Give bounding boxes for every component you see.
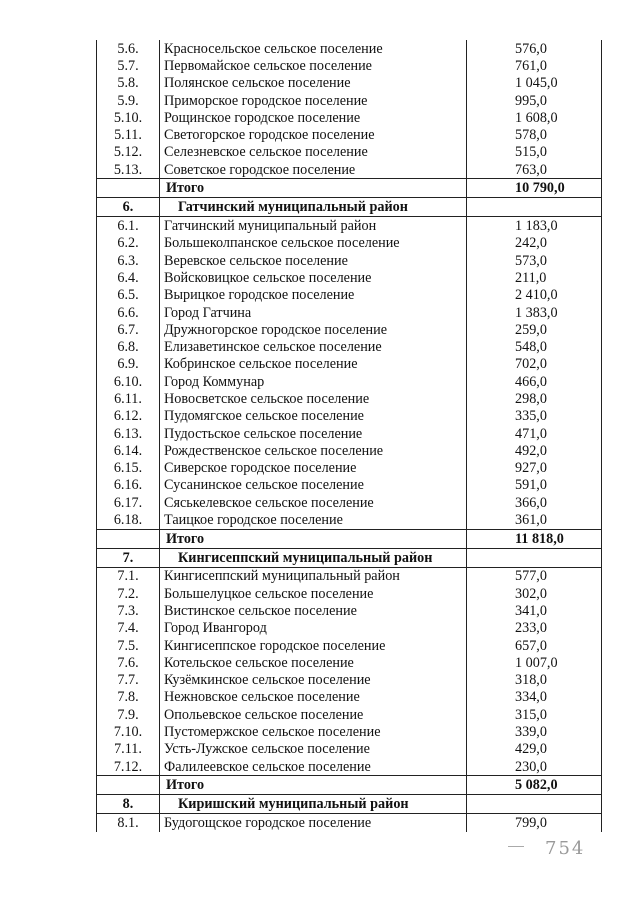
value-cell: 2 410,0 [467,287,602,304]
table-row [97,235,602,252]
value-cell: 5 082,0 [467,776,602,795]
value-cell: 429,0 [467,741,602,758]
row-number: 5.12. [97,144,160,161]
settlement-name: Светогорское городское поселение [160,126,467,143]
row-number: 5.13. [97,161,160,179]
table-row [97,620,602,637]
row-number: 6.1. [97,217,160,235]
table-row [97,814,602,832]
table-row [97,585,602,602]
settlement-name: Итого [160,529,467,548]
value-cell: 339,0 [467,723,602,740]
value-cell: 1 007,0 [467,654,602,671]
table-row [97,511,602,529]
settlement-name: Новосветское сельское поселение [160,390,467,407]
settlement-name: Котельское сельское поселение [160,654,467,671]
row-number: 6.18. [97,511,160,529]
table-row [97,689,602,706]
row-number: 6.17. [97,494,160,511]
table-row [97,442,602,459]
row-number: 5.8. [97,75,160,92]
value-cell: 11 818,0 [467,529,602,548]
settlement-name: Сиверское городское поселение [160,460,467,477]
row-number [97,179,160,198]
row-number: 6. [97,198,160,217]
table-row [97,269,602,286]
value-cell: 298,0 [467,390,602,407]
total-row [97,776,602,795]
row-number: 6.7. [97,321,160,338]
row-number: 7.1. [97,567,160,585]
value-cell: 10 790,0 [467,179,602,198]
table-row [97,338,602,355]
total-row [97,179,602,198]
value-cell: 366,0 [467,494,602,511]
row-number: 6.8. [97,338,160,355]
settlement-name: Усть-Лужское сельское поселение [160,741,467,758]
district-heading-row [97,198,602,217]
settlement-name: Итого [160,776,467,795]
value-cell: 466,0 [467,373,602,390]
row-number: 5.10. [97,109,160,126]
settlement-name: Рощинское городское поселение [160,109,467,126]
value-cell [467,548,602,567]
settlement-name: Большеколпанское сельское поселение [160,235,467,252]
table-row [97,460,602,477]
table-row [97,706,602,723]
value-cell: 799,0 [467,814,602,832]
settlement-name: Войсковицкое сельское поселение [160,269,467,286]
settlement-name: Пустомержское сельское поселение [160,723,467,740]
table-row [97,304,602,321]
value-cell: 361,0 [467,511,602,529]
table-row [97,40,602,57]
row-number [97,776,160,795]
settlement-name: Кобринское сельское поселение [160,356,467,373]
value-cell: 515,0 [467,144,602,161]
value-cell: 318,0 [467,672,602,689]
value-cell: 1 045,0 [467,75,602,92]
row-number: 6.3. [97,252,160,269]
settlement-name: Вистинское сельское поселение [160,602,467,619]
table-row [97,126,602,143]
row-number: 7.10. [97,723,160,740]
settlement-name: Пудостьское сельское поселение [160,425,467,442]
value-cell: 341,0 [467,602,602,619]
settlement-name: Елизаветинское сельское поселение [160,338,467,355]
table-row [97,723,602,740]
table-row [97,637,602,654]
settlement-name: Будогощское городское поселение [160,814,467,832]
value-cell: 492,0 [467,442,602,459]
table-body [97,40,602,832]
table-row [97,408,602,425]
district-heading-row [97,548,602,567]
settlement-name: Гатчинский муниципальный район [160,198,467,217]
table-row [97,252,602,269]
table-row [97,654,602,671]
settlement-name: Сусанинское сельское поселение [160,477,467,494]
table-row [97,92,602,109]
value-cell [467,795,602,814]
table-row [97,356,602,373]
value-cell: 591,0 [467,477,602,494]
settlement-name: Дружногорское городское поселение [160,321,467,338]
value-cell: 471,0 [467,425,602,442]
settlement-name: Итого [160,179,467,198]
row-number [97,529,160,548]
value-cell: 315,0 [467,706,602,723]
settlement-name: Кингисеппский муниципальный район [160,567,467,585]
settlement-name: Киришский муниципальный район [160,795,467,814]
row-number: 6.2. [97,235,160,252]
table-row [97,494,602,511]
row-number: 5.7. [97,57,160,74]
row-number: 6.11. [97,390,160,407]
row-number: 6.14. [97,442,160,459]
table-row [97,161,602,179]
value-cell: 335,0 [467,408,602,425]
row-number: 7.4. [97,620,160,637]
settlement-name: Город Ивангород [160,620,467,637]
settlement-name: Кузёмкинское сельское поселение [160,672,467,689]
value-cell: 573,0 [467,252,602,269]
row-number: 6.15. [97,460,160,477]
settlement-name: Первомайское сельское поселение [160,57,467,74]
value-cell: 233,0 [467,620,602,637]
value-cell: 763,0 [467,161,602,179]
page-number: 754 [545,838,586,859]
settlement-name: Город Коммунар [160,373,467,390]
row-number: 7.9. [97,706,160,723]
row-number: 7.2. [97,585,160,602]
table-row [97,567,602,585]
value-cell: 578,0 [467,126,602,143]
row-number: 5.11. [97,126,160,143]
row-number: 7.6. [97,654,160,671]
settlement-name: Кингисеппский муниципальный район [160,548,467,567]
settlement-name: Большелуцкое сельское поселение [160,585,467,602]
row-number: 6.4. [97,269,160,286]
table-row [97,741,602,758]
value-cell: 230,0 [467,758,602,776]
settlement-name: Веревское сельское поселение [160,252,467,269]
value-cell: 1 183,0 [467,217,602,235]
settlement-name: Пудомягское сельское поселение [160,408,467,425]
table-row [97,373,602,390]
value-cell: 1 383,0 [467,304,602,321]
value-cell: 761,0 [467,57,602,74]
table-row [97,758,602,776]
value-cell: 302,0 [467,585,602,602]
value-cell: 927,0 [467,460,602,477]
settlement-name: Гатчинский муниципальный район [160,217,467,235]
value-cell: 577,0 [467,567,602,585]
row-number: 7.7. [97,672,160,689]
row-number: 6.9. [97,356,160,373]
value-cell: 259,0 [467,321,602,338]
settlement-name: Город Гатчина [160,304,467,321]
row-number: 7.8. [97,689,160,706]
row-number: 6.5. [97,287,160,304]
table-row [97,425,602,442]
settlement-name: Фалилеевское сельское поселение [160,758,467,776]
settlement-name: Сяськелевское сельское поселение [160,494,467,511]
row-number: 8. [97,795,160,814]
table-row [97,57,602,74]
value-cell: 1 608,0 [467,109,602,126]
row-number: 6.16. [97,477,160,494]
row-number: 7.11. [97,741,160,758]
value-cell: 657,0 [467,637,602,654]
table-row [97,602,602,619]
row-number: 8.1. [97,814,160,832]
value-cell: 211,0 [467,269,602,286]
settlement-name: Нежновское сельское поселение [160,689,467,706]
table-row [97,109,602,126]
settlement-name: Таицкое городское поселение [160,511,467,529]
settlement-name: Приморское городское поселение [160,92,467,109]
row-number: 6.10. [97,373,160,390]
settlement-name: Красносельское сельское поселение [160,40,467,57]
table-row [97,477,602,494]
page-number-dash [508,846,524,847]
row-number: 6.13. [97,425,160,442]
value-cell [467,198,602,217]
table-row [97,672,602,689]
total-row [97,529,602,548]
settlement-name: Рождественское сельское поселение [160,442,467,459]
table-row [97,144,602,161]
row-number: 5.6. [97,40,160,57]
settlement-name: Советское городское поселение [160,161,467,179]
table-row [97,390,602,407]
row-number: 6.6. [97,304,160,321]
row-number: 7.3. [97,602,160,619]
value-cell: 548,0 [467,338,602,355]
row-number: 5.9. [97,92,160,109]
settlement-name: Опольевское сельское поселение [160,706,467,723]
table-row [97,321,602,338]
row-number: 7.5. [97,637,160,654]
table-row [97,287,602,304]
value-cell: 242,0 [467,235,602,252]
row-number: 7.12. [97,758,160,776]
value-cell: 702,0 [467,356,602,373]
settlement-name: Селезневское сельское поселение [160,144,467,161]
row-number: 7. [97,548,160,567]
settlement-name: Кингисеппское городское поселение [160,637,467,654]
table-row [97,75,602,92]
district-heading-row [97,795,602,814]
settlement-name: Вырицкое городское поселение [160,287,467,304]
budget-table [96,40,602,832]
settlement-name: Полянское сельское поселение [160,75,467,92]
value-cell: 576,0 [467,40,602,57]
value-cell: 334,0 [467,689,602,706]
table-row [97,217,602,235]
row-number: 6.12. [97,408,160,425]
value-cell: 995,0 [467,92,602,109]
